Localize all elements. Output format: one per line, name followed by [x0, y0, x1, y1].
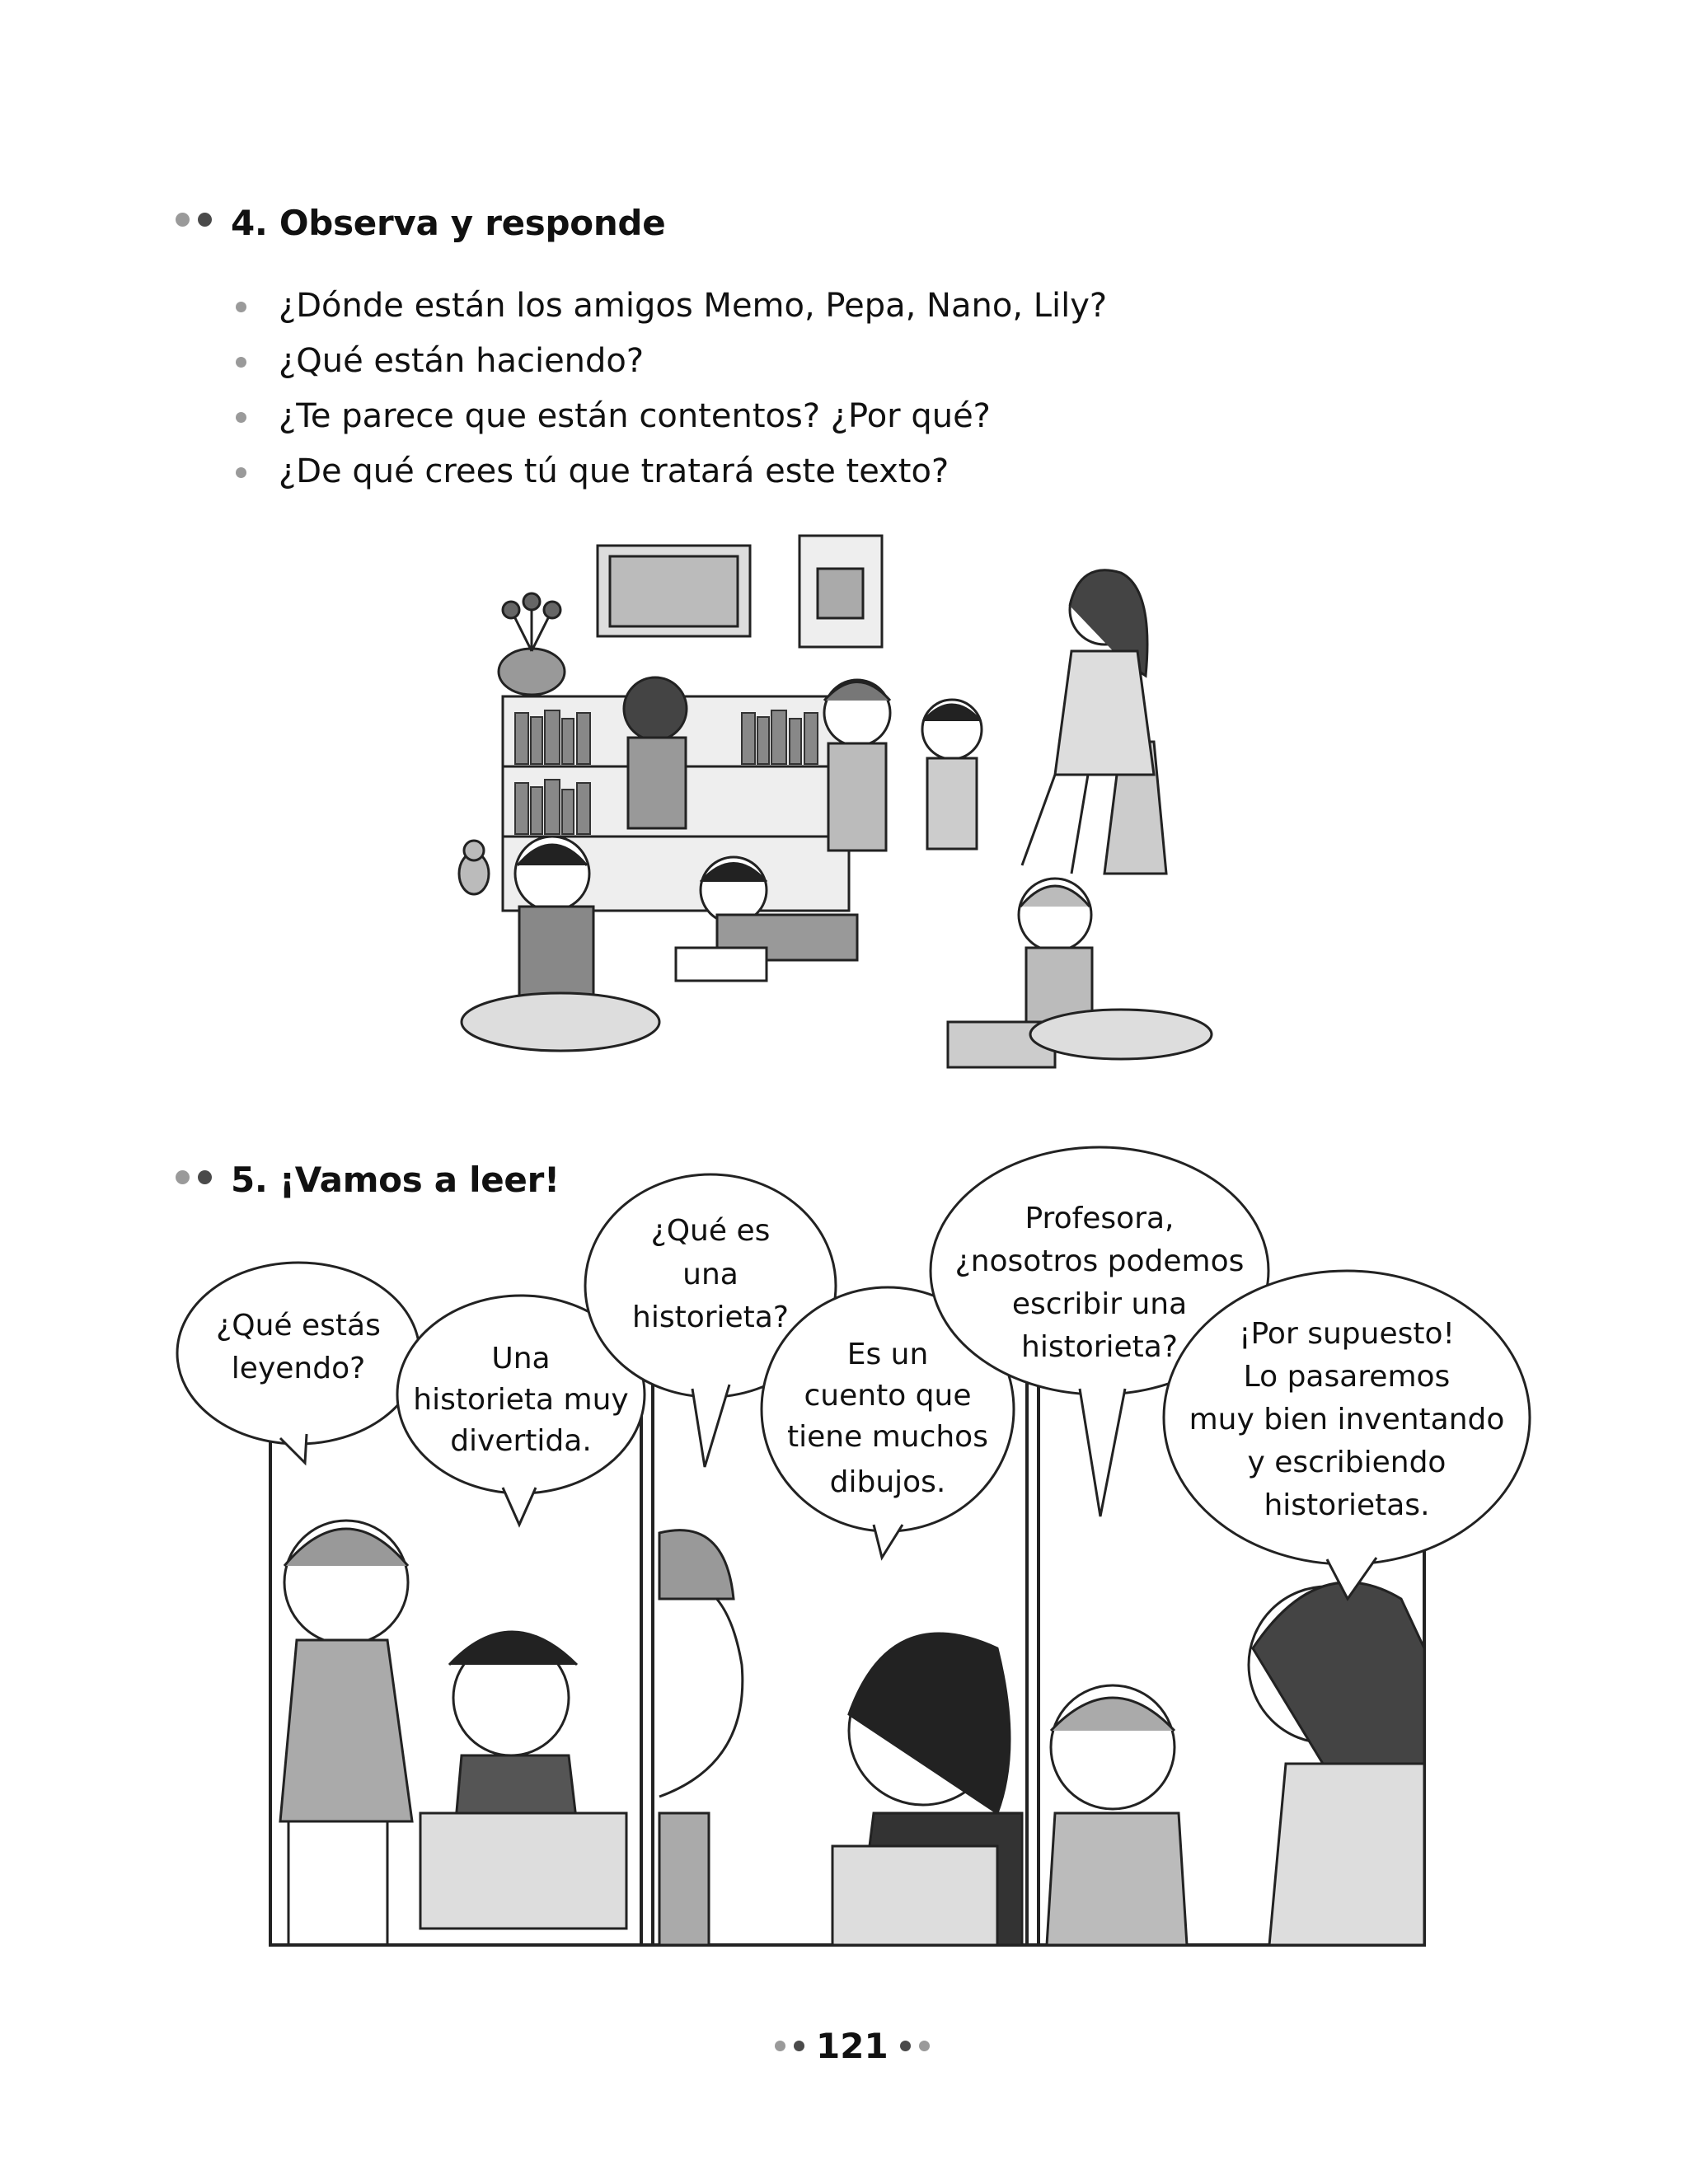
bubble-4-line: cuento que	[804, 1379, 972, 1413]
bubble-2-line: divertida.	[450, 1424, 592, 1458]
comic-strip	[0, 1137, 1688, 1961]
bubble-6-line: historietas.	[1264, 1488, 1430, 1522]
bubble-1-line: ¿Qué estás	[216, 1309, 381, 1343]
bubble-3-line: ¿Qué es	[650, 1214, 771, 1248]
bubble-6-line: muy bien inventando	[1189, 1403, 1505, 1436]
list-item	[233, 334, 1107, 389]
question-text: ¿Qué están haciendo?	[279, 342, 645, 380]
bullet-dot-icon	[236, 302, 246, 312]
bubble-6-line: Lo pasaremos	[1243, 1360, 1451, 1394]
bubble-5-line: Profesora,	[1025, 1202, 1175, 1235]
bubble-5-line: escribir una	[1011, 1287, 1188, 1321]
bullet-dot-icon	[236, 357, 246, 368]
bubble-1-line: leyendo?	[231, 1352, 366, 1385]
page-number	[775, 2026, 930, 2066]
bullet-dot-icon	[919, 2041, 930, 2051]
list-item	[233, 444, 1107, 499]
bubble-4-line: Es un	[846, 1338, 929, 1371]
library-illustration	[445, 527, 1236, 1104]
bubble-6-line: y escribiendo	[1247, 1446, 1447, 1479]
bubble-5-line: ¿nosotros podemos	[954, 1244, 1245, 1278]
bullet-dot-icon	[236, 412, 246, 423]
bubble-4-line: dibujos.	[829, 1465, 946, 1499]
bullet-dot-icon	[794, 2041, 804, 2051]
question-text: ¿Te parece que están contentos? ¿Por qué?	[279, 397, 991, 435]
bullet-dot-icon	[236, 467, 246, 478]
question-text: ¿Dónde están los amigos Memo, Pepa, Nano, Lily?	[279, 287, 1108, 325]
list-item	[233, 279, 1107, 334]
section-4-heading: 4. Observa y responde	[231, 203, 666, 243]
bubble-4-line: tiene muchos	[787, 1420, 988, 1454]
bubble-5-line: historieta?	[1021, 1330, 1178, 1364]
question-text: ¿De qué crees tú que tratará este texto?	[279, 452, 950, 490]
section-4-marker	[176, 213, 212, 227]
section-5-heading: 5. ¡Vamos a leer!	[231, 1160, 560, 1200]
bubble-2-line: historieta muy	[413, 1383, 629, 1417]
bubble-3-line: historieta?	[632, 1301, 789, 1334]
page-number-text: 121	[816, 2026, 889, 2066]
question-list	[233, 279, 1107, 499]
bullet-dot-icon	[198, 213, 212, 227]
bubble-3-line: una	[682, 1258, 738, 1291]
bullet-dot-icon	[176, 213, 190, 227]
bullet-dot-icon	[775, 2041, 785, 2051]
bullet-dot-icon	[900, 2041, 911, 2051]
bubble-2-line: Una	[491, 1342, 551, 1376]
list-item	[233, 389, 1107, 444]
bubble-6-line: ¡Por supuesto!	[1239, 1317, 1455, 1351]
